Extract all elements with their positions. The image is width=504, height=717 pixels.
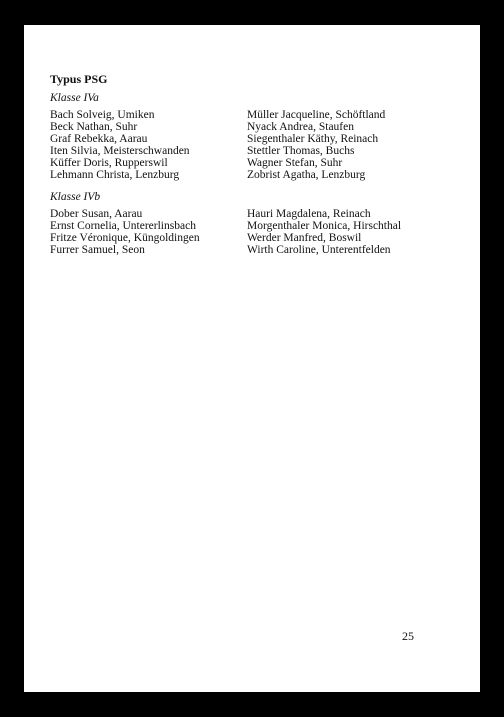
class-label-ivb: Klasse IVb	[50, 191, 101, 203]
student-entry: Hauri Magdalena, Reinach	[247, 208, 371, 220]
student-entry: Wagner Stefan, Suhr	[247, 157, 343, 169]
student-list-iva-left	[50, 109, 190, 181]
student-entry: Müller Jacqueline, Schöftland	[247, 109, 386, 121]
student-list-iva-right	[247, 109, 385, 181]
student-entry: Siegenthaler Käthy, Reinach	[247, 133, 379, 145]
student-list-ivb-right	[247, 208, 401, 256]
student-entry: Fritze Véronique, Küngoldingen	[50, 232, 200, 244]
section-heading: Typus PSG	[50, 72, 108, 86]
page-number: 25	[402, 629, 414, 643]
student-entry: Küffer Doris, Rupperswil	[50, 157, 168, 169]
student-entry: Graf Rebekka, Aarau	[50, 133, 148, 145]
student-list-ivb-left	[50, 208, 200, 256]
student-entry: Bach Solveig, Umiken	[50, 109, 155, 121]
student-entry: Furrer Samuel, Seon	[50, 244, 145, 256]
student-entry: Morgenthaler Monica, Hirschthal	[247, 220, 402, 232]
document-page	[24, 25, 480, 692]
student-entry: Dober Susan, Aarau	[50, 208, 143, 220]
class-label-iva: Klasse IVa	[50, 92, 99, 104]
student-entry: Stettler Thomas, Buchs	[247, 145, 355, 157]
student-entry: Zobrist Agatha, Lenzburg	[247, 169, 366, 181]
student-entry: Beck Nathan, Suhr	[50, 121, 138, 133]
student-entry: Iten Silvia, Meisterschwanden	[50, 145, 190, 157]
student-entry: Lehmann Christa, Lenzburg	[50, 169, 180, 181]
student-entry: Nyack Andrea, Staufen	[247, 121, 354, 133]
student-entry: Wirth Caroline, Unterentfelden	[247, 244, 391, 256]
student-entry: Werder Manfred, Boswil	[247, 232, 362, 244]
student-entry: Ernst Cornelia, Untererlinsbach	[50, 220, 196, 232]
